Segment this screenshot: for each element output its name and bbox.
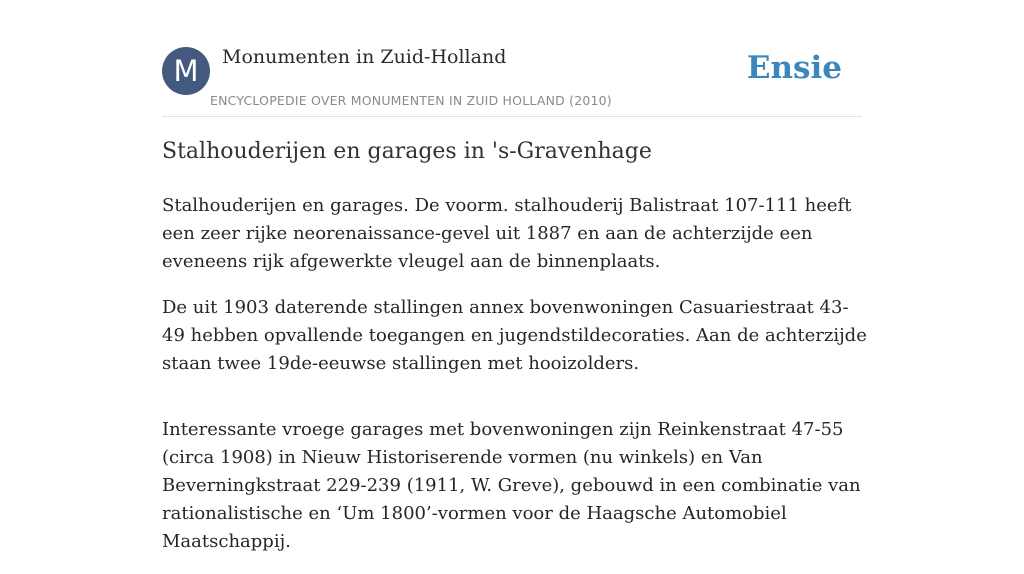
brand-logo[interactable]: Ensie <box>746 50 842 86</box>
article-body <box>162 192 868 574</box>
page-title: Stalhouderijen en garages in 's-Gravenhage <box>162 139 652 164</box>
site-title[interactable]: Monumenten in Zuid-Holland <box>222 46 507 68</box>
paragraph: Interessante vroege garages met bovenwoningen zijn Reinkenstraat 47-55 (circa 1908) in Nieuw Historiserende vormen (nu winkels) en Van Beverningkstraat 229-239 (1911, W. Greve), gebouwd in een combinatie van rationalistische en ‘Um 1800’-vormen voor de Haagsche Automobiel Maatschappij. <box>162 419 861 552</box>
paragraph: De uit 1903 daterende stallingen annex bovenwoningen Casuariestraat 43-49 hebben opvallende toegangen en jugendstildecoraties. Aan de achterzijde staan twee 19de-eeuwse stallingen met hooizolders. <box>162 297 867 374</box>
site-header <box>162 46 862 117</box>
avatar[interactable]: M <box>162 47 210 95</box>
site-subtitle: ENCYCLOPEDIE OVER MONUMENTEN IN ZUID HOLLAND (2010) <box>210 93 612 108</box>
paragraph: Stalhouderijen en garages. De voorm. stalhouderij Balistraat 107-111 heeft een zeer rijke neorenaissance-gevel uit 1887 en aan de achterzijde een eveneens rijk afgewerkte vleugel aan de binnenplaats. <box>162 195 852 272</box>
